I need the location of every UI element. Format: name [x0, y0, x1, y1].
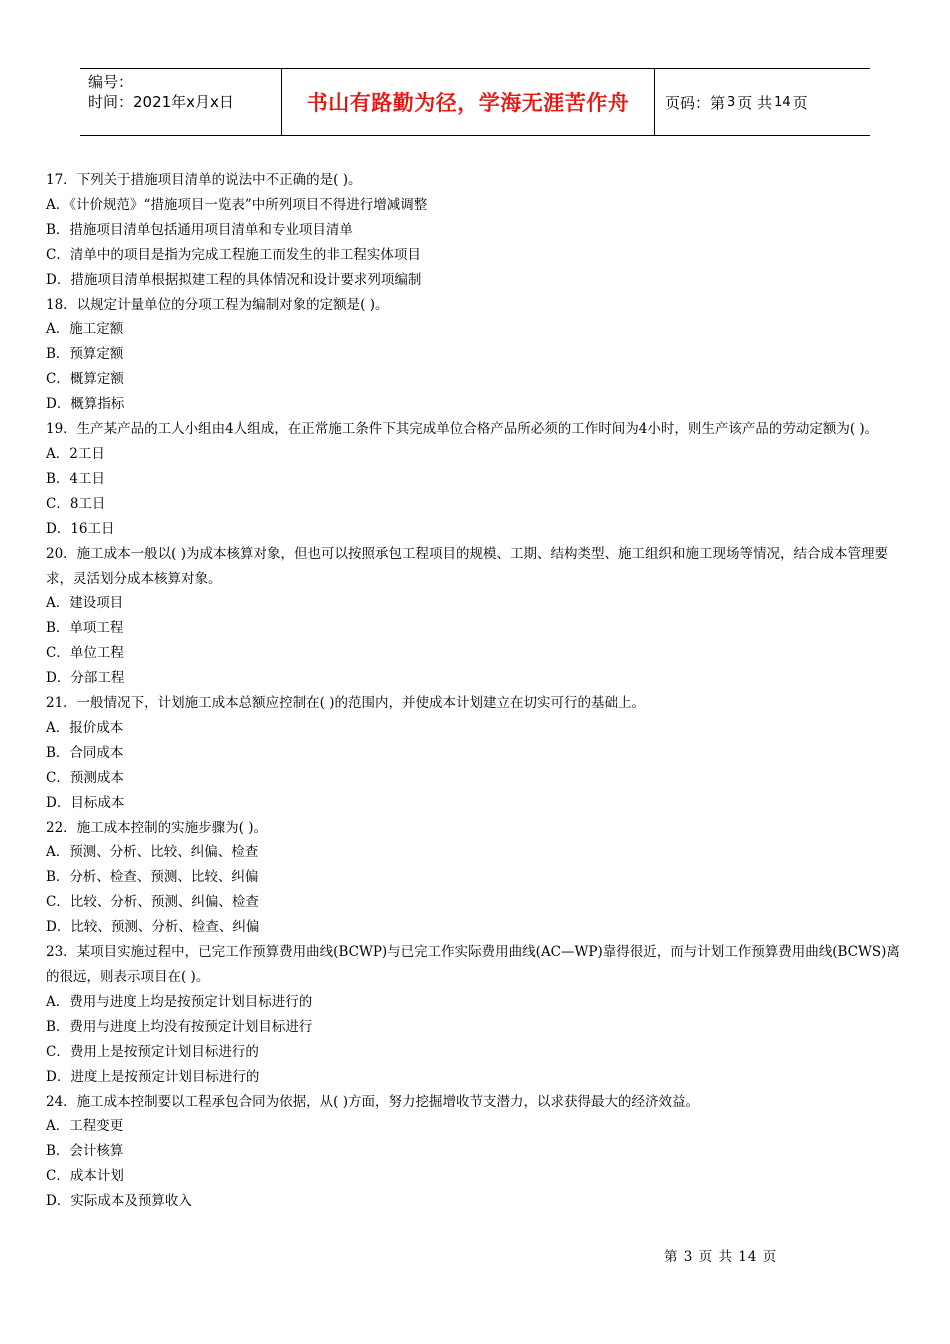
question-stem: 18．以规定计量单位的分项工程为编制对象的定额是( )。 [46, 296, 389, 313]
question-option: B．预算定额 [46, 346, 124, 363]
question-option: B．措施项目清单包括通用项目清单和专业项目清单 [46, 221, 353, 238]
page-current: 3 [727, 94, 736, 110]
question-option: A．工程变更 [46, 1118, 124, 1135]
question-option: D．实际成本及预算收入 [46, 1193, 192, 1210]
date-label: 时间：2021年x月x日 [88, 93, 234, 111]
question-option: D．比较、预测、分析、检查、纠偏 [46, 919, 260, 936]
question-stem: 17．下列关于措施项目清单的说法中不正确的是( )。 [46, 172, 362, 188]
question-option: D．16工日 [46, 520, 115, 537]
question-option: B．分析、检查、预测、比较、纠偏 [46, 869, 259, 886]
header-meta [80, 69, 282, 135]
page-header [80, 68, 870, 136]
question-option: A．建设项目 [46, 595, 124, 612]
question-option: A．报价成本 [46, 719, 124, 736]
question-option: C．概算定额 [46, 371, 124, 388]
question-stem: 19．生产某产品的工人小组由4人组成，在正常施工条件下其完成单位合格产品所必须的工作时间为4小时，则生产该产品的劳动定额为( )。 [46, 421, 879, 438]
question-option: C．比较、分析、预测、纠偏、检查 [46, 894, 259, 911]
question-list [46, 168, 908, 1214]
question-option: C．8工日 [46, 495, 106, 512]
page-mid: 页 共 [737, 93, 773, 112]
question-option: D．分部工程 [46, 670, 125, 687]
question-option: B．合同成本 [46, 744, 124, 761]
question-option: C．清单中的项目是指为完成工程施工而发生的非工程实体项目 [46, 246, 421, 263]
question-option: C．成本计划 [46, 1168, 124, 1185]
page-prefix: 页码：第 [665, 93, 726, 112]
question-option: B．会计核算 [46, 1143, 124, 1160]
question-stem: 23．某项目实施过程中，已完工作预算费用曲线(BCWP)与已完工作实际费用曲线(AC—WP)靠得很近，而与计划工作预算费用曲线(BCWS)离的很远，则表示项目在( )。 [46, 944, 900, 985]
question-option: A．预测、分析、比较、纠偏、检查 [46, 844, 259, 861]
question-stem: 21．一般情况下，计划施工成本总额应控制在( )的范围内，并使成本计划建立在切实可行的基础上。 [46, 695, 646, 712]
question-option: A．施工定额 [46, 321, 124, 338]
question-stem: 22．施工成本控制的实施步骤为( )。 [46, 819, 268, 836]
question-option: B．单项工程 [46, 620, 124, 637]
page-footer: 第 3 页 共 14 页 [664, 1249, 778, 1265]
question-option: B．4工日 [46, 470, 106, 487]
question-option: D．目标成本 [46, 794, 125, 811]
page-suffix: 页 [792, 93, 808, 112]
question-stem: 20．施工成本一般以( )为成本核算对象，但也可以按照承包工程项目的规模、工期、结构类型、施工组织和施工现场等情况，结合成本管理要求，灵活划分成本核算对象。 [46, 545, 889, 587]
question-option: A．2工日 [46, 445, 105, 462]
header-motto: 书山有路勤为径，学海无涯苦作舟 [282, 69, 655, 135]
question-option: C．单位工程 [46, 645, 124, 662]
header-page-info [655, 69, 870, 135]
question-option: B．费用与进度上均没有按预定计划目标进行 [46, 1018, 313, 1035]
serial-label: 编号： [88, 73, 134, 91]
question-option: D．概算指标 [46, 396, 125, 413]
question-option: A．《计价规范》“措施项目一览表”中所列项目不得进行增减调整 [46, 196, 428, 213]
question-option: D．措施项目清单根据拟建工程的具体情况和设计要求列项编制 [46, 271, 422, 288]
question-option: C．预测成本 [46, 769, 124, 786]
question-option: C．费用上是按预定计划目标进行的 [46, 1043, 259, 1060]
question-stem: 24．施工成本控制要以工程承包合同为依据，从( )方面，努力挖掘增收节支潜力，以求获得最大的经济效益。 [46, 1093, 700, 1110]
page-total: 14 [774, 94, 791, 110]
question-option: D．进度上是按预定计划目标进行的 [46, 1068, 260, 1085]
question-option: A．费用与进度上均是按预定计划目标进行的 [46, 993, 313, 1010]
